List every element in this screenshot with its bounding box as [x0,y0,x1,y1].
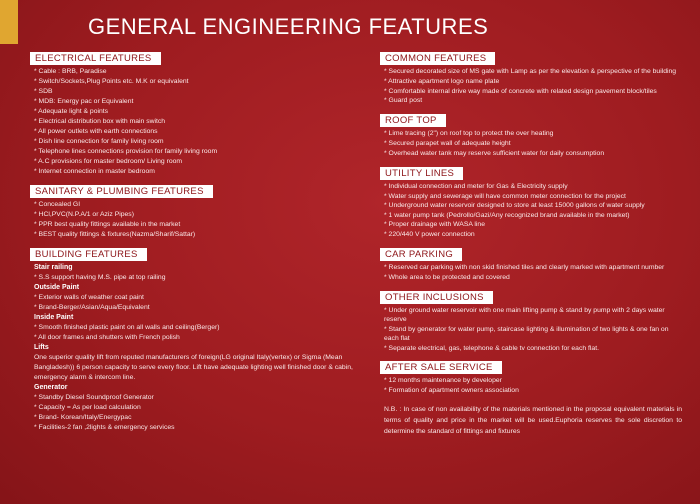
electrical-section [30,48,365,177]
list-item: * Secured decorated size of MS gate with Lamp as per the elevation & perspective of the building [384,68,677,75]
list-item: * All power outlets with earth connections [34,128,158,135]
list-item: * Water supply and sewerage will have common meter connection for the project [384,192,626,200]
inclusions-section [380,287,682,354]
list-item: * A.C provisions for master bedroom/ Living room [34,158,183,165]
utility-list [380,182,682,241]
list-item: * Stand by generator for water pump, staircase lighting & illumination of two lights & one fan on each flat [384,325,669,342]
list-item: * MDB: Energy pac or Equivalent [34,98,134,105]
roof-section [380,110,682,159]
list-item: * Adequate light & points [34,108,109,115]
list-item: * S.S support having M.S. pipe at top railing [34,274,166,281]
section-heading: COMMON FEATURES [380,52,495,65]
section-heading: UTILITY LINES [380,167,463,180]
list-item: * Proper drainage with WASA line [384,221,485,228]
lifts-paragraph: One superior quality lift from reputed manufacturers of foreign(LG original Italy(vertex) or Sigma (Mean Bangladesh)) 6 person capacity to serve every floor. Lift have adequate lighting well finished door & cabin, emergency alarm & intercom line. [34,354,353,381]
inside-paint-heading: Inside Paint [34,314,74,321]
page-title: GENERAL ENGINEERING FEATURES [88,14,489,39]
utility-section [380,163,682,241]
list-item: * PPR best quality fittings available in the market [34,221,181,228]
outside-paint-heading: Outside Paint [34,284,80,291]
list-item: * Comfortable internal drive way made of concrete with related design pavement block/tiles [384,87,657,95]
list-item: * Exterior walls of weather coat paint [34,294,144,301]
list-item: * Switch/Sockets,Plug Points etc. M.K or equivalent [34,78,189,85]
list-item: * HCl,PVC(N.P.A/1 or Aziz Pipes) [34,211,134,218]
list-item: * Reserved car parking with non skid finished tiles and clearly marked with apartment number [384,264,665,271]
list-item: * 220/440 V power connection [384,231,475,238]
list-item: * Separate electrical, gas, telephone & cable tv connection for each flat. [384,344,599,352]
list-item: * Telephone lines connections provision for family living room [34,148,218,155]
lifts-heading: Lifts [34,344,49,351]
list-item: * Whole area to be protected and covered [384,273,510,281]
section-heading: CAR PARKING [380,248,462,261]
list-item: * Lime tracing (2") on roof top to protect the over heating [384,130,554,137]
list-item: * SDB [34,88,53,95]
inside-paint-list [30,323,365,343]
list-item: * All door frames and shutters with French polish [34,334,180,341]
nb-note: N.B. : In case of non availability of the materials mentioned in the proposal equivalent materials in terms of quality and price in the market will be used.Euphoria reserves the sole discretion to determine the standard of fittings and fixtures [384,406,682,435]
left-column [30,48,365,437]
list-item: * Secured parapet wall of adequate height [384,140,511,147]
section-heading: ROOF TOP [380,114,446,127]
roof-list [380,129,682,159]
list-item: * Guard post [384,97,423,104]
right-column [380,48,682,437]
list-item: * BEST quality fittings & fixtures(Nazma/Sharif/Sattar) [34,231,196,238]
building-section [30,244,365,433]
list-item: * 1 water pump tank (Pedrollo/Gazi/Any recognized brand available in the market) [384,211,630,219]
list-item: * Concealed GI [34,201,81,208]
list-item: * Electrical distribution box with main switch [34,118,166,125]
parking-section [380,244,682,283]
list-item: * Internet connection in master bedroom [34,168,155,175]
list-item: * Formation of apartment owners association [384,387,519,394]
sanitary-section [30,181,365,240]
section-heading: AFTER SALE SERVICE [380,361,502,374]
list-item: * Brand-Berger/Asian/Aqua/Equivalent [34,304,150,311]
list-item: * Smooth finished plastic paint on all walls and ceiling(Berger) [34,324,220,331]
list-item: * Dish line connection for family living room [34,138,164,145]
common-section [380,48,682,106]
section-heading: OTHER INCLUSIONS [380,291,493,304]
sanitary-list [30,200,365,240]
section-heading: BUILDING FEATURES [30,248,147,261]
list-item: * 12 months maintenance by developer [384,377,502,384]
list-item: * Facilities-2 fan ,2lights & emergency services [34,424,175,431]
stair-heading: Stair railing [34,264,73,271]
after-sale-list [380,376,682,396]
list-item: * Cable : BRB, Paradise [34,68,107,75]
list-item: * Under ground water reservoir with one main lifting pump & stand by pump with 2 days water reserve [384,306,665,323]
generator-heading: Generator [34,384,68,391]
outside-paint-list [30,293,365,313]
common-list [380,67,682,106]
after-sale-section [380,357,682,396]
list-item: * Capacity = As per load calculation [34,404,141,411]
list-item: * Brand- Korean/Italy/Energypac [34,414,132,421]
list-item: * Individual connection and meter for Gas & Electricity supply [384,182,568,190]
parking-list [380,263,682,283]
list-item: * Standby Diesel Soundproof Generator [34,394,154,401]
list-item: * Underground water reservoir designed to store at least 15000 gallons of water supply [384,202,645,209]
electrical-list [30,67,365,177]
generator-list [30,393,365,433]
inclusions-list [380,306,682,354]
corner-accent [0,0,18,44]
list-item: * Overhead water tank may reserve sufficient water for daily consumption [384,150,605,157]
section-heading: ELECTRICAL FEATURES [30,52,161,65]
stair-list [30,273,365,283]
section-heading: SANITARY & PLUMBING FEATURES [30,185,213,198]
list-item: * Attractive apartment logo name plate [384,77,500,85]
